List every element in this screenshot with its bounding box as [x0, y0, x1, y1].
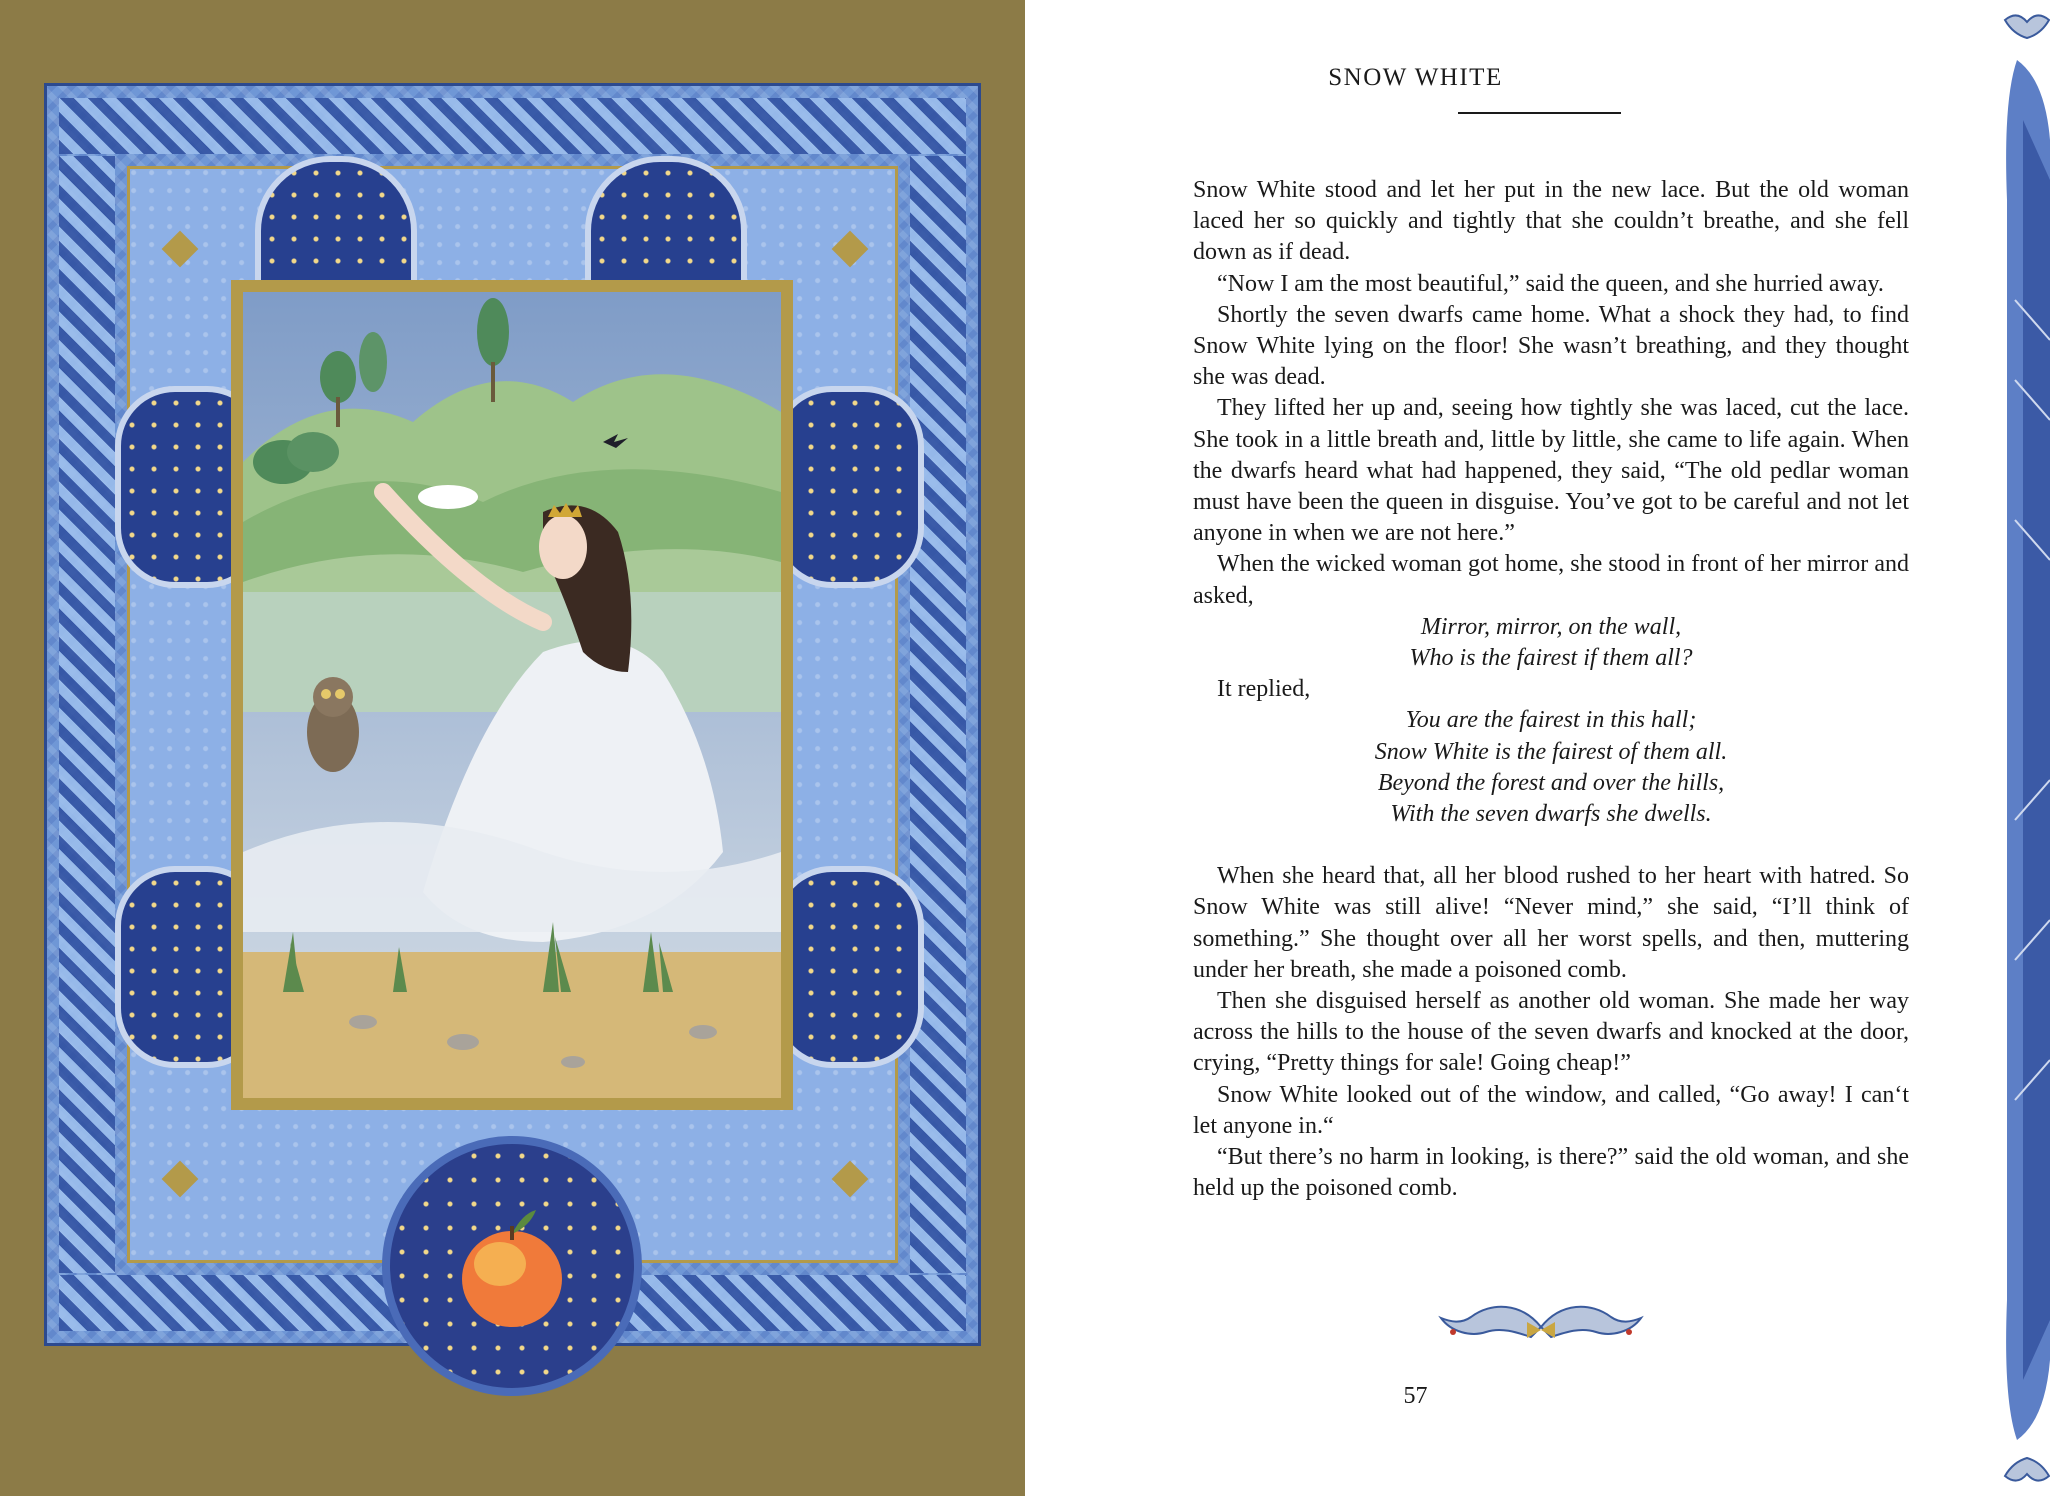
paragraph: Snow White looked out of the window, and called, “Go away! I can‘t let anyone in.“ [1193, 1081, 1909, 1139]
stanza-gap [1193, 830, 1909, 861]
starry-arch-right [585, 156, 747, 288]
reply-line: It replied, [1217, 676, 1311, 703]
reply-verse [1193, 705, 1909, 830]
paragraph: They lifted her up and, seeing how tightly she was laced, cut the lace. She took in a little breath and, little by little, she came to life again. When the dwarfs heard what had happened, they said, “The old pedlar woman must have been the queen in disguise. You’ve got to be careful and not let anyone in when we are not here.” [1193, 395, 1909, 547]
page-number: 57 [1403, 1383, 1428, 1409]
paragraph: Then she disguised herself as another old woman. She made her way across the hills to the house of the seven dwarfs and knocked at the door, crying, “Pretty things for sale! Going cheap!” [1193, 988, 1909, 1077]
paragraph: Shortly the seven dwarfs came home. What a shock they had, to find Snow White lying on the floor! She wasn’t breathing, and they thought she was dead. [1193, 301, 1909, 391]
snow-white-illustration [231, 280, 793, 1110]
top-diamond-band [59, 98, 966, 154]
story-body [1193, 175, 1909, 1205]
paragraph: “Now I am the most beautiful,” said the queen, and she hurried away. [1217, 270, 1884, 297]
paragraph: “But there’s no harm in looking, is there?” said the old woman, and she held up the poisoned comb. [1193, 1144, 1909, 1202]
verse-line: With the seven dwarfs she dwells. [1390, 801, 1712, 828]
right-text-page [1025, 0, 2050, 1496]
title-underline [1458, 112, 1621, 114]
right-diamond-band [910, 156, 966, 1273]
verse-line: Snow White is the fairest of them all. [1374, 738, 1728, 765]
mirror-verse [1193, 612, 1909, 674]
decorative-border-illustration [44, 83, 981, 1346]
apple-medallion [382, 1136, 642, 1396]
verse-line: Beyond the forest and over the hills, [1377, 769, 1725, 796]
fleuron-ornament-icon [1431, 1292, 1651, 1362]
left-illustration-page [0, 0, 1025, 1496]
paragraph: When she heard that, all her blood rushed to her heart with hatred. So Snow White was still alive! “Never mind,” she said, “I’ll think of something.” She thought over all her worst spells, and then, muttering under her breath, she made a poisoned comb. [1193, 863, 1909, 983]
apple-icon [390, 1144, 634, 1388]
starry-quatrefoil-bottom-right [772, 866, 924, 1068]
verse-line: Who is the fairest if them all? [1409, 645, 1693, 672]
page-title: SNOW WHITE [1328, 64, 1503, 91]
starry-quatrefoil-top-right [772, 386, 924, 588]
decorative-edge-border [1975, 0, 2050, 1496]
verse-line: You are the fairest in this hall; [1405, 707, 1697, 734]
landscape-scene-svg [243, 292, 781, 1098]
left-diamond-band [59, 156, 115, 1273]
paragraph: Snow White stood and let her put in the new lace. But the old woman laced her so quickly and tightly that she couldn’t breathe, and she fell down as if dead. [1193, 177, 1909, 266]
paragraph: When the wicked woman got home, she stood in front of her mirror and asked, [1193, 551, 1909, 609]
starry-arch-left [255, 156, 417, 288]
verse-line: Mirror, mirror, on the wall, [1420, 613, 1682, 640]
